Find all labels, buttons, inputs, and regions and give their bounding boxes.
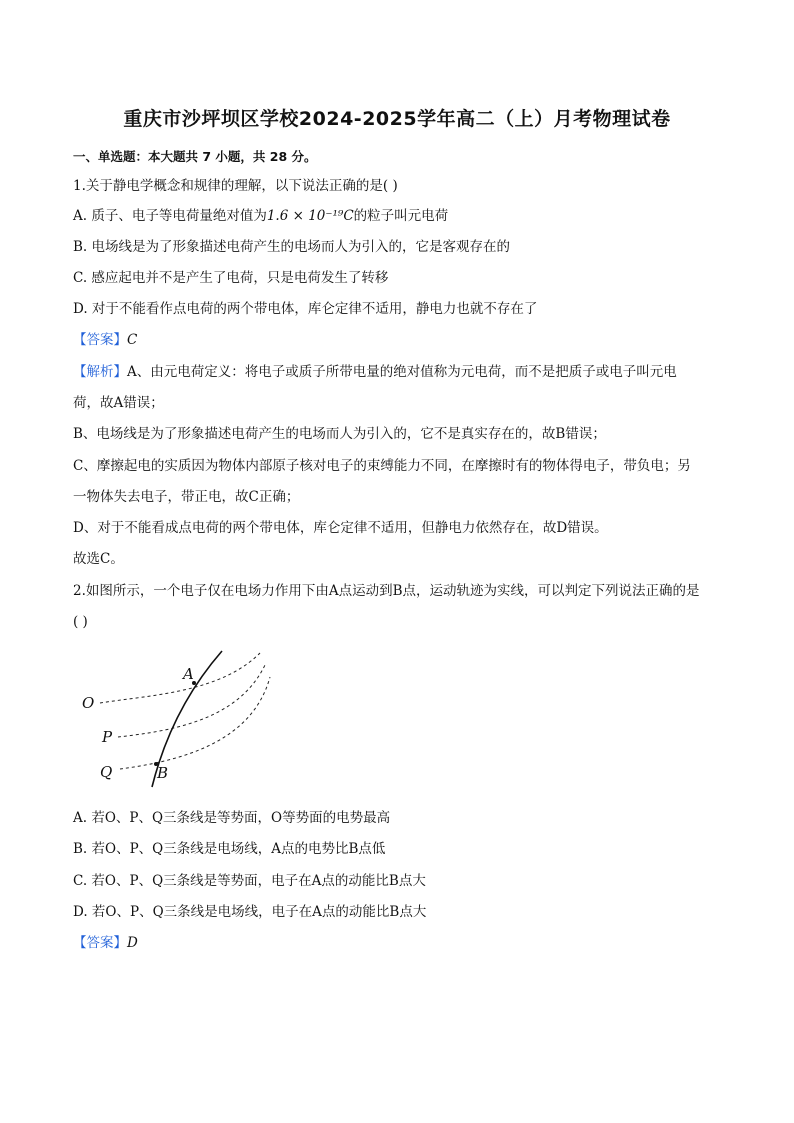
q2-option-d: D. 若O、P、Q三条线是电场线，电子在A点的动能比B点大 — [73, 904, 427, 920]
q1-analysis-line-1 — [73, 362, 677, 382]
q2-answer-value: D — [127, 935, 138, 951]
q1-option-a-formula: 1.6 × 10⁻¹⁹C — [266, 208, 354, 224]
q2-answer-label: 【答案】 — [73, 935, 127, 951]
q1-analysis-text-1: A、由元电荷定义：将电子或质子所带电量的绝对值称为元电荷，而不是把质子或电子叫元电 — [127, 364, 677, 380]
electric-field-figure — [70, 645, 280, 795]
q1-analysis-label: 【解析】 — [73, 364, 127, 380]
label-q: Q — [100, 763, 113, 781]
label-b: B — [157, 764, 169, 782]
q2-option-c: C. 若O、P、Q三条线是等势面，电子在A点的动能比B点大 — [73, 873, 426, 889]
q1-answer-label: 【答案】 — [73, 332, 127, 348]
q1-answer-value: C — [127, 332, 138, 348]
q1-analysis-line-4: C、摩擦起电的实质因为物体内部原子核对电子的束缚能力不同，在摩擦时有的物体得电子，带负电；另 — [73, 458, 691, 474]
label-p: P — [102, 728, 113, 746]
q1-option-d: D. 对于不能看作点电荷的两个带电体，库仑定律不适用，静电力也就不存在了 — [73, 301, 538, 317]
q1-analysis-line-3: B、电场线是为了形象描述电荷产生的电场而人为引入的，它不是真实存在的，故B错误； — [73, 426, 606, 442]
q2-stem-line-1: 2.如图所示，一个电子仅在电场力作用下由A点运动到B点，运动轨迹为实线，可以判定下列说法正确的是 — [73, 583, 700, 599]
q2-option-a: A. 若O、P、Q三条线是等势面，O等势面的电势最高 — [73, 810, 391, 826]
q1-analysis-line-5: 一物体失去电子，带正电，故C正确； — [73, 489, 300, 505]
q2-stem-line-2: ( ) — [73, 614, 88, 630]
q1-analysis-line-2: 荷，故A错误； — [73, 395, 164, 411]
q2-answer — [73, 933, 138, 953]
label-o: O — [82, 694, 95, 712]
q1-option-b: B. 电场线是为了形象描述电荷产生的电场而人为引入的，它是客观存在的 — [73, 239, 511, 255]
q1-option-a-post: 的粒子叫元电荷 — [353, 208, 449, 224]
label-a: A — [183, 665, 194, 683]
q1-analysis-line-6: D、对于不能看成点电荷的两个带电体，库仑定律不适用，但静电力依然存在，故D错误。 — [73, 520, 608, 536]
q1-answer — [73, 330, 137, 350]
q1-option-c: C. 感应起电并不是产生了电荷，只是电荷发生了转移 — [73, 270, 389, 286]
section-heading: 一、单选题：本大题共 7 小题，共 28 分。 — [73, 149, 317, 164]
q1-option-a — [73, 206, 448, 226]
line-o — [100, 653, 260, 703]
q1-option-a-pre: A. 质子、电子等电荷量绝对值为 — [73, 208, 267, 224]
q2-option-b: B. 若O、P、Q三条线是电场线，A点的电势比B点低 — [73, 841, 386, 857]
q1-analysis-line-7: 故选C。 — [73, 551, 124, 567]
q1-stem: 1.关于静电学概念和规律的理解，以下说法正确的是( ) — [73, 178, 398, 194]
page-title: 重庆市沙坪坝区学校2024-2025学年高二（上）月考物理试卷 — [123, 108, 671, 130]
